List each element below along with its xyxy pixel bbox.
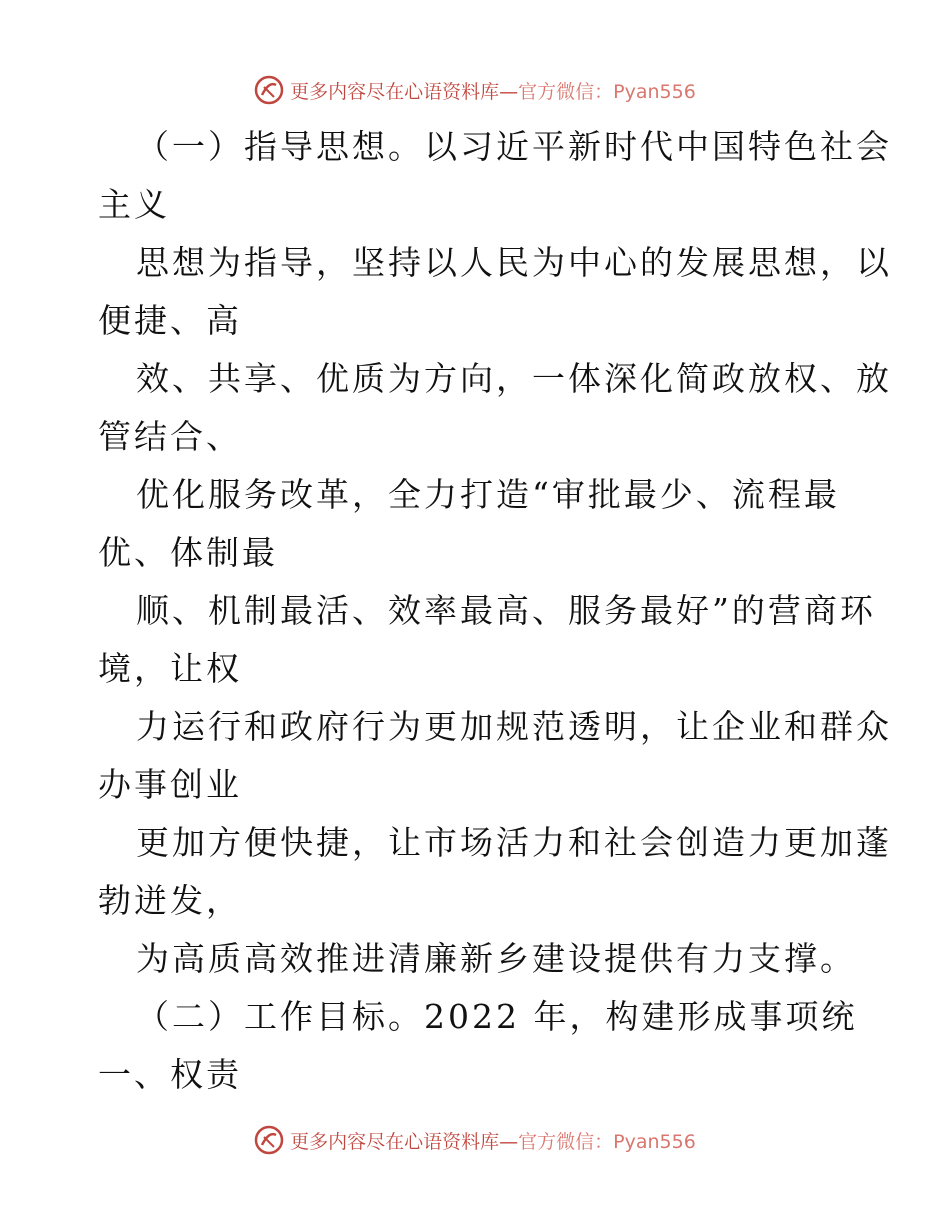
header-banner xyxy=(0,70,950,110)
paragraph-line: 主义 xyxy=(98,185,170,224)
header-banner-main: 更多内容尽在心语资料库— xyxy=(290,80,519,103)
paragraph-line: 思想为指导，坚持以人民为中心的发展思想，以 xyxy=(136,243,892,282)
paragraph-line: （二）工作目标。2022 年，构建形成事项统 xyxy=(136,997,858,1036)
paragraph-line: 优化服务改革，全力打造“审批最少、流程最 xyxy=(136,475,840,514)
footer-banner xyxy=(0,1120,950,1160)
paragraph-line: 勃迸发， xyxy=(98,881,242,920)
paragraph-line: 力运行和政府行为更加规范透明，让企业和群众 xyxy=(136,707,892,746)
footer-banner-text xyxy=(290,1127,696,1154)
logo-icon xyxy=(254,1125,284,1155)
header-banner-text xyxy=(290,77,696,104)
document-body xyxy=(98,118,892,1104)
paragraph-line: 更加方便快捷，让市场活力和社会创造力更加蓬 xyxy=(136,823,892,862)
paragraph-line: 顺、机制最活、效率最高、服务最好”的营商环 xyxy=(136,591,876,630)
header-banner-wechat: 官方微信：Pyan556 xyxy=(518,80,696,103)
paragraph-line: 为高质高效推进清廉新乡建设提供有力支撑。 xyxy=(136,939,856,978)
paragraph-line: 优、体制最 xyxy=(98,533,278,572)
paragraph-line: 效、共享、优质为方向，一体深化简政放权、放 xyxy=(136,359,892,398)
paragraph-line: 管结合、 xyxy=(98,417,242,456)
paragraph-line: （一）指导思想。以习近平新时代中国特色社会 xyxy=(136,127,892,166)
footer-banner-wechat: 官方微信：Pyan556 xyxy=(518,1130,696,1153)
paragraph-line: 办事创业 xyxy=(98,765,242,804)
paragraph-line: 一、权责 xyxy=(98,1055,242,1094)
paragraph-line: 便捷、高 xyxy=(98,301,242,340)
footer-banner-main: 更多内容尽在心语资料库— xyxy=(290,1130,519,1153)
paragraph-line: 境，让权 xyxy=(98,649,242,688)
logo-icon xyxy=(254,75,284,105)
